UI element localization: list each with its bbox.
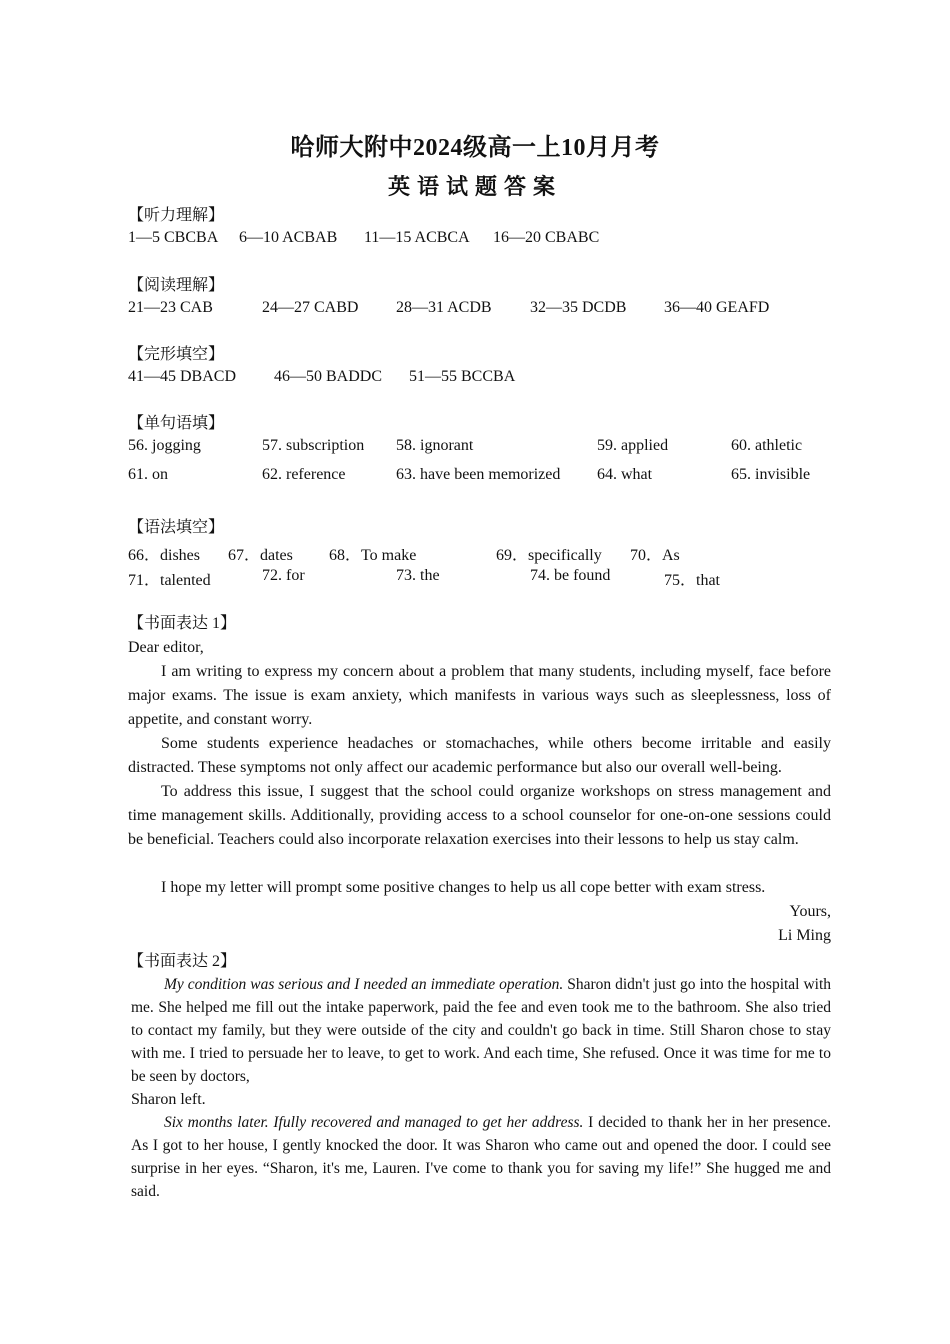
sentence-fill-heading: 【单句语填】: [128, 415, 225, 432]
answer-item: 58. ignorant: [396, 437, 474, 454]
answer-item: 62. reference: [262, 466, 346, 483]
grammar-fill-heading: 【语法填空】: [128, 519, 225, 536]
answer-group: 41—45 DBACD: [128, 368, 237, 385]
story-lead-sentence: Six months later. Ifully recovered and managed to get her address.: [164, 1114, 584, 1131]
answer-group: 24—27 CABD: [262, 299, 359, 316]
answer-group: 46—50 BADDC: [274, 368, 383, 385]
listening-heading: 【听力理解】: [128, 207, 225, 224]
writing-1-heading: 【书面表达 1】: [128, 615, 237, 632]
story-paragraph: [131, 1111, 831, 1203]
story-lead-sentence: My condition was serious and I needed an immediate operation.: [164, 976, 564, 993]
answer-item: 56. jogging: [128, 437, 201, 454]
answer-group: 6—10 ACBAB: [239, 229, 338, 246]
answer-item: 63. have been memorized: [396, 466, 561, 483]
letter-greeting: Dear editor,: [128, 639, 204, 656]
answer-item: 74. be found: [530, 567, 611, 584]
story-paragraph: [131, 973, 831, 1088]
answer-item: 65. invisible: [731, 466, 811, 483]
answer-item: 66．dishes: [128, 547, 201, 564]
story-body: Sharon didn't just go into the hospital with me. She helped me fill out the intake paperwork, paid the fee and even took me to the bathroom. She also tried to contact my family, but they were outside of the city and couldn't go back in time. Still Sharon chose to stay with me. I tried to persuade her to leave, to get to work. And each time, She refused. Once it was time for me to be seen by doctors,: [131, 976, 831, 1085]
page-title: 哈师大附中2024级高一上10月月考: [290, 135, 660, 161]
answer-item: 75．that: [664, 572, 720, 589]
answer-group: 32—35 DCDB: [530, 299, 627, 316]
answer-item: 72. for: [262, 567, 305, 584]
answer-group: 36—40 GEAFD: [664, 299, 770, 316]
story-paragraph-end: Sharon left.: [131, 1091, 206, 1108]
answer-group: 11—15 ACBCA: [364, 229, 470, 246]
answer-item: 57. subscription: [262, 437, 365, 454]
letter-paragraph: Some students experience headaches or stomachaches, while others become irritable and easily distracted. These symptoms not only affect our academic performance but also our overall well-being.: [128, 735, 831, 776]
answer-group: 21—23 CAB: [128, 299, 213, 316]
answer-item: 64. what: [597, 466, 653, 483]
answer-item: 73. the: [396, 567, 440, 584]
answer-item: 60. athletic: [731, 437, 803, 454]
reading-heading: 【阅读理解】: [128, 277, 225, 294]
letter-paragraph: I am writing to express my concern about a problem that many students, including myself, face before major exams. The issue is exam anxiety, which manifests in various ways such as sleeplessness, loss of appetite, and constant worry.: [128, 663, 831, 728]
answer-item: 70．As: [630, 547, 680, 564]
answer-group: 28—31 ACDB: [396, 299, 492, 316]
cloze-heading: 【完形填空】: [128, 346, 225, 363]
letter-closing: Yours,: [789, 903, 831, 920]
answer-item: 61. on: [128, 466, 168, 483]
answer-group: 16—20 CBABC: [493, 229, 600, 246]
letter-signature: Li Ming: [778, 927, 831, 944]
answer-item: 67．dates: [228, 547, 293, 564]
story-body: I decided to thank her in her presence. As I got to her house, I gently knocked the door. It was Sharon who came out and opened the door. I could see surprise in her eyes. “Sharon, it's me, Lauren. I've come to thank you for saving my life!” She hugged me and said.: [131, 1114, 831, 1200]
answer-item: 59. applied: [597, 437, 669, 454]
letter-paragraph: To address this issue, I suggest that the school could organize workshops on stress management and time management skills. Additionally, providing access to a school counselor for one-on-one sessions could be beneficial. Teachers could also incorporate relaxation exercises into their lessons to help us stay calm.: [128, 783, 831, 848]
answer-item: 68．To make: [329, 547, 417, 564]
letter-paragraph: I hope my letter will prompt some positive changes to help us all cope better with exam stress.: [161, 879, 766, 896]
answer-item: 69．specifically: [496, 547, 602, 564]
answer-item: 71．talented: [128, 572, 211, 589]
answer-group: 1—5 CBCBA: [128, 229, 219, 246]
writing-2-heading: 【书面表达 2】: [128, 953, 237, 970]
answer-group: 51—55 BCCBA: [409, 368, 516, 385]
page-subtitle: 英语试题答案: [387, 174, 562, 199]
